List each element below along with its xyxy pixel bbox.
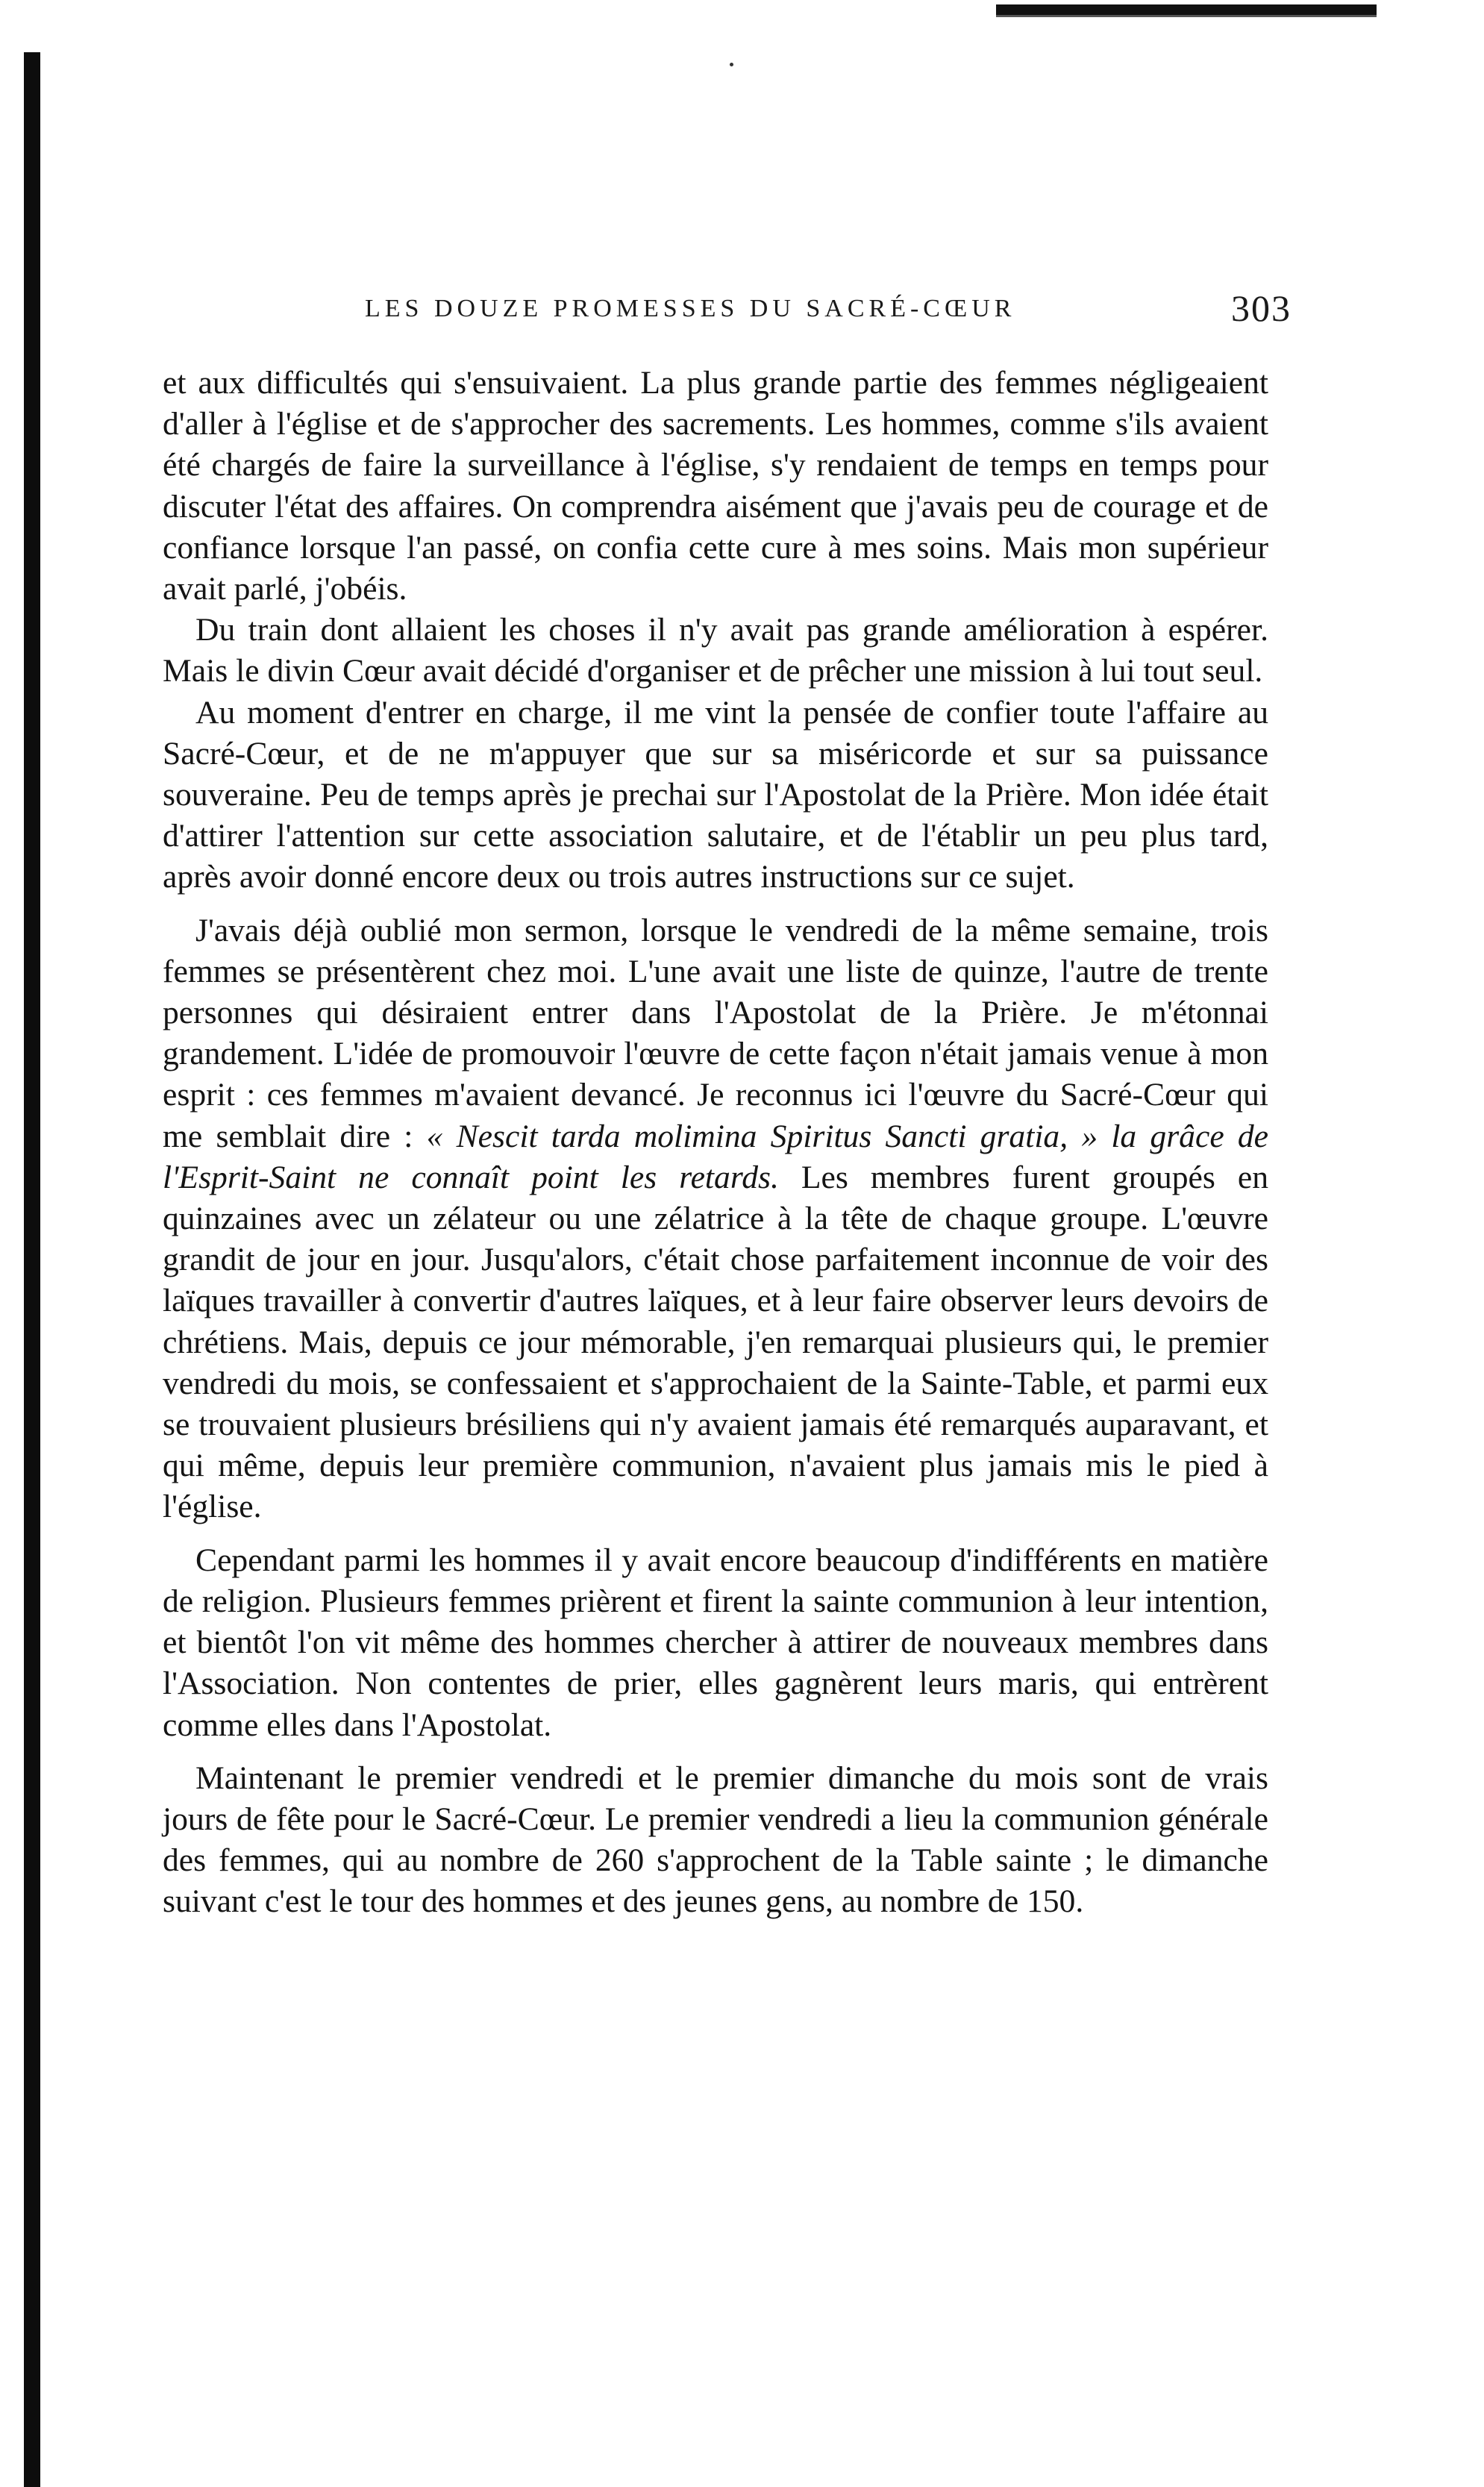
paragraph-text-before-quote: J'avais déjà oublié mon sermon, lorsque le vendredi de la même semaine, trois femmes se présentèrent chez moi. L'une avait une liste de quinze, l'autre de trente personnes qui désiraient entrer dans l'Apostolat de la Prière. Je m'étonnai grandement. L'idée de promouvoir l'œuvre de cette façon n'était jamais venue à mon esprit : ces femmes m'avaient devancé. Je reconnus ici l'œuvre du Sacré-Cœur qui me semblait dire : xyxy=(163,912,1268,1154)
latin-quote: « Nescit tarda molimina Spiritus Sancti gratia, » xyxy=(426,1118,1098,1154)
paragraph-feast-days: Maintenant le premier vendredi et le premier dimanche du mois sont de vrais jours de fête pour le Sacré-Cœur. Le premier vendredi a lieu la communion générale des femmes, qui au nombre de 260 s'approchent de la Table sainte ; le dimanche suivant c'est le tour des hommes et des jeunes gens, au nombre de 150. xyxy=(163,1759,1268,1920)
top-edge-rule-thin xyxy=(996,15,1377,17)
paragraph-three-women xyxy=(163,910,1268,1528)
paragraph-apostolat: Au moment d'entrer en charge, il me vint la pensée de confier toute l'affaire au Sacré-Cœur, et de ne m'appuyer que sur sa miséricorde et sur sa puissance souveraine. Peu de temps après je prechai sur l'Apostolat de la Prière. Mon idée était d'attirer l'attention sur cette association salutaire, et de l'établir un peu plus tard, après avoir donné encore deux ou trois autres instructions sur ce sujet. xyxy=(163,694,1268,895)
paragraph-mission: Du train dont allaient les choses il n'y avait pas grande amélioration à espérer. Mais le divin Cœur avait décidé d'organiser et de prêcher une mission à lui tout seul. xyxy=(163,612,1268,689)
paragraph-indifferents: Cependant parmi les hommes il y avait encore beaucoup d'indifférents en matière de religion. Plusieurs femmes prièrent et firent la sainte communion à leur intention, et bientôt l'on vit même des hommes chercher à attirer de nouveaux membres dans l'Association. Non contentes de prier, elles gagnèrent leurs maris, qui entrèrent comme elles dans l'Apostolat. xyxy=(163,1542,1268,1743)
top-edge-rule xyxy=(996,4,1377,15)
page-number: 303 xyxy=(1231,287,1292,329)
running-head: LES DOUZE PROMESSES DU SACRÉ-CŒUR xyxy=(365,295,1016,322)
french-translation: la grâce de l'Esprit-Saint ne connaît point les retards. xyxy=(163,1118,1268,1195)
paragraph-text-after-quote: Les membres furent groupés en quinzaines avec un zélateur ou une zélatrice à la tête de chaque groupe. L'œuvre grandit de jour en jour. Jusqu'alors, c'était chose parfaitement inconnue de voir des laïques travailler à convertir d'autres laïques, et à leur faire observer leurs devoirs de chrétiens. Mais, depuis ce jour mémorable, j'en remarquai plusieurs qui, le premier vendredi du mois, se confessaient et s'approchaient de la Sainte-Table, et parmi eux se trouvaient plusieurs brésiliens qui n'y avaient jamais été remarqués auparavant, et qui même, depuis leur première communion, n'avaient plus jamais mis le pied à l'église. xyxy=(163,1159,1268,1525)
body-text xyxy=(163,363,1268,1923)
paragraph-continuation: et aux difficultés qui s'ensuivaient. La plus grande partie des femmes négligeaient d'aller à l'église et de s'approcher des sacrements. Les hommes, comme s'ils avaient été chargés de faire la surveillance à l'église, s'y rendaient de temps en temps pour discuter l'état des affaires. On comprendra aisément que j'avais peu de courage et de confiance lorsque l'an passé, on confia cette cure à mes soins. Mais mon supérieur avait parlé, j'obéis. xyxy=(163,365,1268,607)
scan-speck xyxy=(730,63,733,66)
left-binding-shadow xyxy=(24,52,40,2487)
